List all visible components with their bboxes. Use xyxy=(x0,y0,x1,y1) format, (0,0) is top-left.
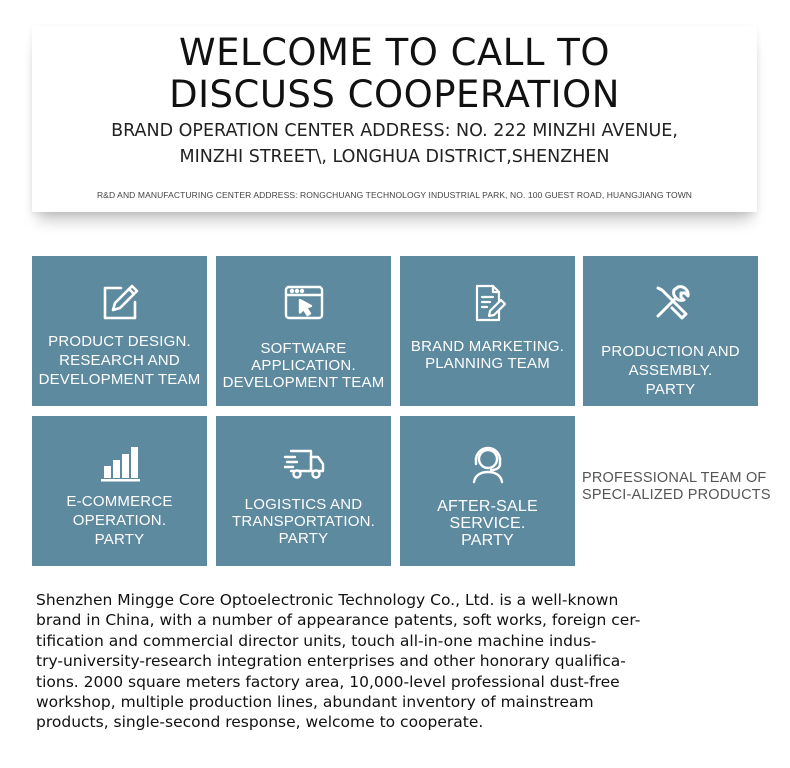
intro-line: products, single-second response, welcome to cooperate. xyxy=(36,713,484,732)
title-line: WELCOME TO CALL TO xyxy=(179,31,610,74)
address-line: MINZHI STREET\, LONGHUA DISTRICT,SHENZHEN xyxy=(179,147,610,167)
team-label-line: SOFTWARE xyxy=(260,340,347,357)
header-card xyxy=(32,26,757,212)
bar-chart-icon xyxy=(99,442,141,484)
intro-line: brand in China, with a number of appearance patents, soft works, foreign cer- xyxy=(36,611,641,630)
team-label-line: PLANNING TEAM xyxy=(425,355,550,372)
side-note-line: PROFESSIONAL TEAM OF xyxy=(582,470,767,486)
team-tile-production xyxy=(583,256,758,406)
brand-center-address xyxy=(32,118,757,170)
team-tile-after-sale xyxy=(400,416,575,566)
team-tile-software xyxy=(216,256,391,406)
team-label xyxy=(583,342,758,399)
team-label-line: PARTY xyxy=(278,530,329,547)
team-label-line: PRODUCTION AND xyxy=(601,343,740,360)
team-tile-ecommerce xyxy=(32,416,207,566)
team-label-line: TRANSPORTATION. xyxy=(231,513,375,530)
team-label-line: APPLICATION. xyxy=(251,357,356,374)
page-title xyxy=(32,32,757,116)
browser-cursor-icon xyxy=(283,282,325,324)
intro-line: tions. 2000 square meters factory area, 10,000-level professional dust-free xyxy=(36,672,620,691)
headset-agent-icon xyxy=(467,442,509,484)
team-label-line: DEVELOPMENT TEAM xyxy=(222,374,385,391)
team-label-line: PARTY xyxy=(94,531,145,548)
title-line: DISCUSS COOPERATION xyxy=(169,73,620,116)
team-label-line: ASSEMBLY. xyxy=(628,362,713,379)
intro-line: workshop, multiple production lines, abundant inventory of mainstream xyxy=(36,693,594,712)
team-tile-logistics xyxy=(216,416,391,566)
team-tile-brand-marketing xyxy=(400,256,575,406)
team-label-line: PARTY xyxy=(461,532,514,549)
address-line: BRAND OPERATION CENTER ADDRESS: NO. 222 MINZHI AVENUE, xyxy=(111,121,678,141)
edit-icon xyxy=(99,282,141,324)
team-label xyxy=(32,332,207,389)
company-intro xyxy=(36,590,716,733)
intro-line: tification and commercial director units, touch all-in-one machine indus- xyxy=(36,631,597,650)
team-label-line: OPERATION. xyxy=(72,512,167,529)
team-tile-product-design xyxy=(32,256,207,406)
team-label-line: BRAND MARKETING. xyxy=(410,338,565,355)
team-label xyxy=(400,338,575,372)
team-label-line: E-COMMERCE xyxy=(66,493,173,510)
side-note-line: SPECI-ALIZED PRODUCTS xyxy=(582,487,771,503)
team-label-line: PARTY xyxy=(645,381,696,398)
document-pen-icon xyxy=(467,282,509,324)
intro-line: Shenzhen Mingge Core Optoelectronic Technology Co., Ltd. is a well-known xyxy=(36,591,619,609)
team-label xyxy=(32,492,207,549)
wrench-screwdriver-icon xyxy=(650,282,692,324)
team-label-line: LOGISTICS AND xyxy=(244,496,363,513)
specialized-team-note xyxy=(582,470,782,504)
team-label-line: AFTER-SALE xyxy=(437,498,538,515)
intro-line: try-university-research integration enterprises and other honorary qualifica- xyxy=(36,652,626,671)
team-label-line: DEVELOPMENT TEAM xyxy=(38,371,201,388)
rd-center-address: R&D AND MANUFACTURING CENTER ADDRESS: RONGCHUANG TECHNOLOGY INDUSTRIAL PARK, NO. 100 GUEST ROAD, HUANGJIANG TOWN xyxy=(96,190,693,200)
delivery-truck-icon xyxy=(283,442,325,484)
team-label xyxy=(216,496,391,547)
team-label xyxy=(216,340,391,391)
team-label xyxy=(400,498,575,549)
team-label-line: RESEARCH AND xyxy=(59,352,180,369)
team-label-line: PRODUCT DESIGN. xyxy=(48,333,191,350)
team-label-line: SERVICE. xyxy=(449,515,526,532)
